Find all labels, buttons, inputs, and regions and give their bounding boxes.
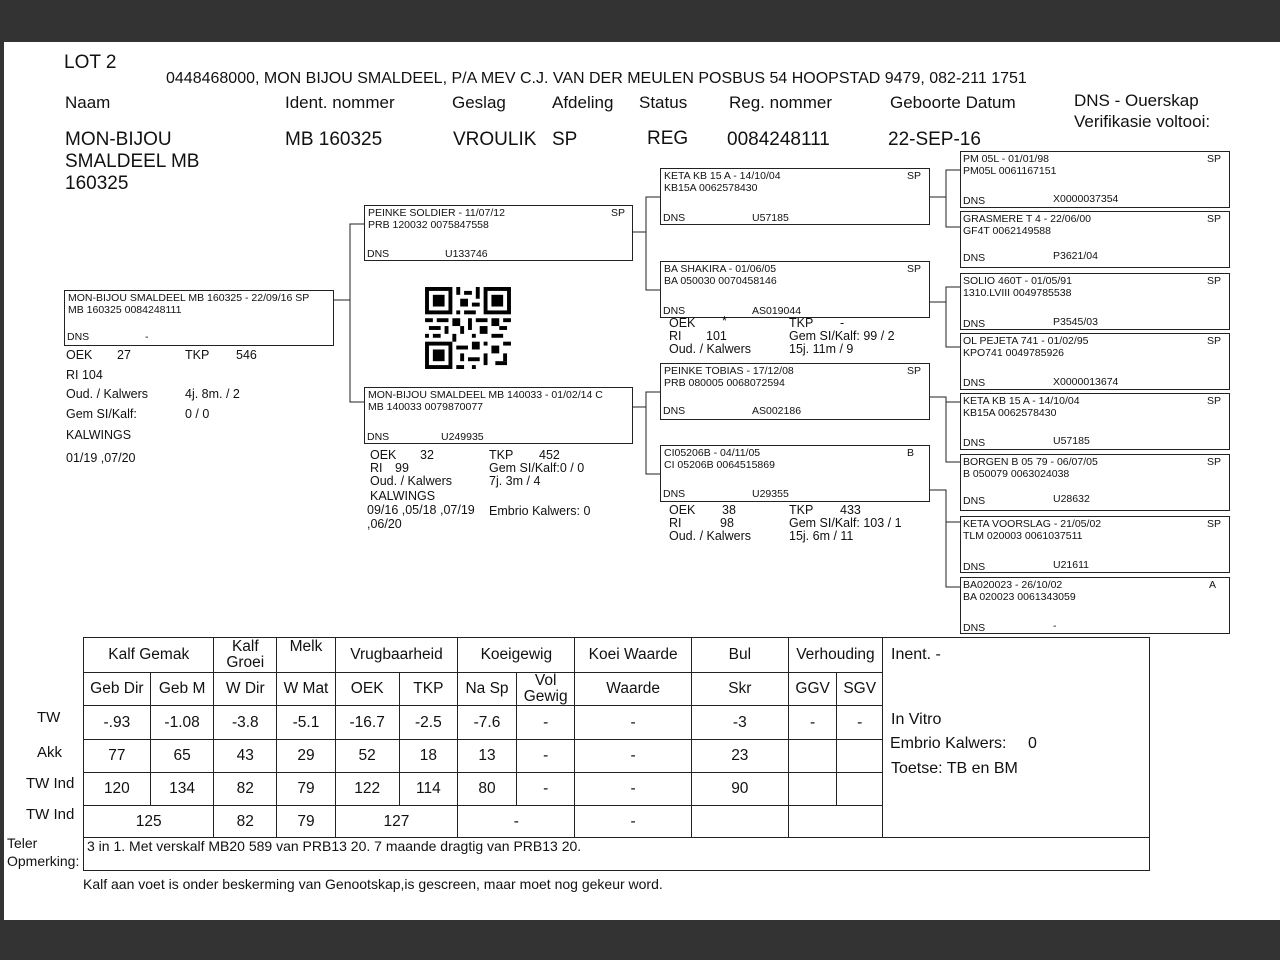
sire-box [364, 205, 633, 261]
afdeling-value: SP [552, 129, 578, 150]
ggp-dns-value: U28632 [1053, 493, 1090, 505]
col-geboorte: Geboorte Datum [890, 93, 1016, 112]
table-cell: -3.8 [214, 706, 277, 740]
grandparent-box-3 [660, 363, 930, 420]
naam-line-3: 160325 [65, 173, 129, 194]
sire-id: PRB 120032 0075847558 [368, 219, 489, 231]
ggp-title: OL PEJETA 741 - 01/02/95 [963, 335, 1089, 347]
breeding-values-table [83, 637, 883, 839]
ggp-tag: SP [1207, 153, 1222, 165]
table-cell: - [458, 806, 575, 839]
ggp-dns: DNS [963, 495, 986, 507]
table-cell: - [516, 773, 575, 806]
table-cell: 90 [691, 773, 788, 806]
ggp-id: PM05L 0061167151 [963, 165, 1057, 177]
row-label-tw-ind: TW Ind [26, 775, 75, 792]
ggp-dns: DNS [963, 561, 986, 573]
gp4-tkp: 433 [840, 503, 861, 517]
animal-tkp: 546 [236, 348, 257, 362]
dam-kalwings-dates-2: ,06/20 [367, 517, 402, 531]
remarks-label-2: Opmerking: [7, 853, 80, 869]
side-info-box [882, 637, 1150, 838]
table-sub-row [84, 673, 883, 706]
gp4-tkp-label: TKP [789, 503, 814, 517]
table-cell: 80 [458, 773, 517, 806]
gp-tag: B [907, 447, 915, 459]
gp4-oek: 38 [722, 503, 736, 517]
table-cell [691, 806, 788, 839]
embrio-value: 0 [1028, 735, 1037, 752]
group-header: Koei Waarde [575, 638, 691, 673]
sub-header: Skr [691, 673, 788, 706]
inent: Inent. - [891, 646, 941, 663]
gp2-oek-label: OEK [669, 316, 696, 330]
dam-embrio: Embrio Kalwers: 0 [489, 504, 591, 518]
animal-dns-value: - [145, 331, 149, 343]
gp-id: KB15A 0062578430 [664, 182, 758, 194]
gp2-oud-label: Oud. / Kalwers [669, 342, 751, 356]
great-grandparent-box-2 [960, 211, 1230, 268]
ggp-tag: SP [1207, 518, 1222, 530]
ggp-dns-value: P3621/04 [1053, 250, 1098, 262]
naam-line-2: SMALDEEL MB [65, 151, 200, 172]
gp-id: BA 050030 0070458146 [664, 275, 777, 287]
dam-oud: 7j. 3m / 4 [489, 474, 541, 488]
animal-oek: 27 [117, 348, 131, 362]
table-cell [788, 806, 882, 839]
row-label-tw: TW [37, 709, 61, 726]
sub-header: OEK [335, 673, 399, 706]
remarks-box [83, 837, 1150, 871]
embrio-label: Embrio Kalwers: [890, 735, 1007, 752]
ggp-id: BA 020023 0061343059 [963, 591, 1076, 603]
animal-kalwings: KALWINGS [66, 428, 132, 442]
sub-header: Waarde [575, 673, 691, 706]
sub-header: Na Sp [458, 673, 517, 706]
table-cell: 82 [214, 806, 277, 839]
table-cell: - [516, 706, 575, 740]
gp4-oek-label: OEK [669, 503, 696, 517]
gp-tag: SP [907, 263, 922, 275]
dam-kalwings-dates-1: 09/16 ,05/18 ,07/19 [367, 503, 475, 517]
dam-kalwings: KALWINGS [370, 489, 436, 503]
dam-oek-label: OEK [370, 448, 397, 462]
table-cell: 65 [150, 740, 214, 773]
dam-ri-label: RI [370, 461, 383, 475]
table-row-tw [84, 706, 883, 740]
remarks-label-1: Teler [7, 835, 38, 851]
dam-box [364, 387, 633, 444]
table-cell: - [837, 706, 883, 740]
col-afdeling: Afdeling [552, 93, 614, 112]
ggp-title: PM 05L - 01/01/98 [963, 153, 1049, 165]
animal-ri: RI 104 [66, 368, 103, 382]
gp-title: KETA KB 15 A - 14/10/04 [664, 170, 781, 182]
ggp-tag: SP [1207, 395, 1222, 407]
ggp-dns: DNS [963, 318, 986, 330]
table-row-tw-ind [84, 773, 883, 806]
table-cell: -5.1 [277, 706, 336, 740]
table-cell: -16.7 [335, 706, 399, 740]
gp2-gem: Gem SI/Kalf: 99 / 2 [789, 329, 895, 343]
great-grandparent-box-7 [960, 516, 1230, 573]
table-cell: 29 [277, 740, 336, 773]
gp-title: CI05206B - 04/11/05 [664, 447, 761, 459]
sub-header: GGV [788, 673, 837, 706]
col-dns-2: Verifikasie voltooi: [1074, 112, 1211, 131]
qr-code-icon [424, 287, 512, 369]
sub-header: Vol Gewig [516, 673, 575, 706]
sire-title: PEINKE SOLDIER - 11/07/12 [368, 207, 505, 219]
ggp-id: TLM 020003 0061037511 [963, 530, 1083, 542]
animal-dns: DNS [67, 331, 90, 343]
grandparent-box-4 [660, 445, 930, 502]
table-cell: -2.5 [399, 706, 458, 740]
group-header: Kalf Groei [214, 638, 277, 673]
gp-title: PEINKE TOBIAS - 17/12/08 [664, 365, 794, 377]
col-ident: Ident. nommer [285, 93, 395, 112]
gp4-ri: 98 [720, 516, 734, 530]
animal-oud-label: Oud. / Kalwers [66, 387, 148, 401]
dam-dns-value: U249935 [441, 431, 484, 443]
remarks-text: 3 in 1. Met verskalf MB20 589 van PRB13 20. 7 maande dragtig van PRB13 20. [87, 838, 582, 854]
table-cell: -.93 [84, 706, 151, 740]
toetse: Toetse: TB en BM [891, 760, 1018, 777]
ggp-tag: SP [1207, 275, 1222, 287]
geslag-value: VROULIK [453, 129, 537, 150]
ggp-dns: DNS [963, 622, 986, 634]
gp4-ri-label: RI [669, 516, 682, 530]
gp-tag: SP [907, 170, 922, 182]
animal-title: MON-BIJOU SMALDEEL MB 160325 - 22/09/16 SP [68, 292, 310, 304]
lot-number: LOT 2 [64, 52, 117, 73]
table-cell: 18 [399, 740, 458, 773]
table-cell: - [575, 706, 691, 740]
table-cell: - [788, 706, 837, 740]
gp2-oud: 15j. 11m / 9 [789, 342, 854, 356]
animal-box [64, 290, 334, 346]
group-header: Vrugbaarheid [335, 638, 457, 673]
great-grandparent-box-6 [960, 454, 1230, 511]
gp-dns: DNS [663, 212, 686, 224]
great-grandparent-box-4 [960, 333, 1230, 390]
footer-note: Kalf aan voet is onder beskerming van Genootskap,is gescreen, maar moet nog gekeur word. [83, 876, 663, 892]
col-geslag: Geslag [452, 93, 506, 112]
great-grandparent-box-3 [960, 273, 1230, 330]
ggp-title: BORGEN B 05 79 - 06/07/05 [963, 456, 1098, 468]
ggp-dns-value: U57185 [1053, 435, 1090, 447]
ggp-id: KB15A 0062578430 [963, 407, 1057, 419]
table-cell: 122 [335, 773, 399, 806]
sub-header: Geb M [150, 673, 214, 706]
gp-tag: SP [907, 365, 922, 377]
sub-header: W Mat [277, 673, 336, 706]
animal-tkp-label: TKP [185, 348, 210, 362]
table-cell: - [575, 740, 691, 773]
gp-dns-value: U29355 [752, 488, 789, 500]
dam-tkp: 452 [539, 448, 560, 462]
status-value: REG [647, 128, 689, 149]
ggp-id: KPO741 0049785926 [963, 347, 1065, 359]
table-cell: 120 [84, 773, 151, 806]
table-cell [788, 773, 837, 806]
sub-header: Geb Dir [84, 673, 151, 706]
col-naam: Naam [65, 93, 111, 112]
table-cell: 125 [84, 806, 214, 839]
ggp-dns: DNS [963, 195, 986, 207]
geboorte-value: 22-SEP-16 [888, 129, 981, 150]
animal-oek-label: OEK [66, 348, 93, 362]
table-cell: 114 [399, 773, 458, 806]
ggp-title: BA020023 - 26/10/02 [963, 579, 1063, 591]
gp-id: PRB 080005 0068072594 [664, 377, 785, 389]
dam-title: MON-BIJOU SMALDEEL MB 140033 - 01/02/14 C [368, 389, 603, 401]
sub-header: W Dir [214, 673, 277, 706]
great-grandparent-box-8 [960, 577, 1230, 634]
table-cell: 134 [150, 773, 214, 806]
table-cell: 77 [84, 740, 151, 773]
table-cell [788, 740, 837, 773]
gp-dns-value: AS019044 [752, 305, 802, 317]
reg-value: 0084248111 [727, 129, 830, 150]
table-cell [837, 740, 883, 773]
table-cell [837, 773, 883, 806]
gp-id: CI 05206B 0064515869 [664, 459, 775, 471]
table-row-akk [84, 740, 883, 773]
ggp-title: KETA KB 15 A - 14/10/04 [963, 395, 1080, 407]
animal-id: MB 160325 0084248111 [68, 304, 182, 316]
ggp-id: 1310.LVIII 0049785538 [963, 287, 1072, 299]
dam-tkp-label: TKP [489, 448, 514, 462]
gp-dns: DNS [663, 405, 686, 417]
table-group-row [84, 638, 883, 673]
dam-ri: 99 [395, 461, 409, 475]
ggp-title: KETA VOORSLAG - 21/05/02 [963, 518, 1102, 530]
ggp-dns-value: X0000037354 [1053, 193, 1119, 205]
animal-gem-label: Gem SI/Kalf: [66, 407, 137, 421]
table-cell: - [575, 773, 691, 806]
ggp-title: GRASMERE T 4 - 22/06/00 [963, 213, 1092, 225]
gp2-ri: 101 [706, 329, 727, 343]
ggp-title: SOLIO 460T - 01/05/91 [963, 275, 1072, 287]
table-cell: 127 [335, 806, 457, 839]
table-cell: 79 [277, 806, 336, 839]
table-cell: - [575, 806, 691, 839]
ggp-id: B 050079 0063024038 [963, 468, 1070, 480]
in-vitro: In Vitro [891, 711, 942, 728]
group-header: Melk [277, 638, 336, 673]
ggp-tag: A [1209, 579, 1217, 591]
ggp-dns: DNS [963, 437, 986, 449]
row-label-tw-ind-2: TW Ind [26, 806, 75, 823]
sire-tag: SP [611, 207, 626, 219]
gp2-tkp-label: TKP [789, 316, 814, 330]
dam-dns: DNS [367, 431, 390, 443]
ggp-dns-value: - [1053, 620, 1057, 632]
table-cell: -1.08 [150, 706, 214, 740]
sire-dns-value: U133746 [445, 248, 488, 260]
grandparent-box-2 [660, 261, 930, 318]
animal-gem: 0 / 0 [185, 407, 210, 421]
ggp-dns-value: X0000013674 [1053, 376, 1119, 388]
dam-id: MB 140033 0079870077 [368, 401, 484, 413]
table-cell: - [516, 740, 575, 773]
table-cell: 43 [214, 740, 277, 773]
ggp-dns: DNS [963, 252, 986, 264]
ggp-dns-value: P3545/03 [1053, 316, 1098, 328]
dam-gem: Gem SI/Kalf:0 / 0 [489, 461, 585, 475]
dam-oud-label: Oud. / Kalwers [370, 474, 452, 488]
sub-header: SGV [837, 673, 883, 706]
gp4-oud: 15j. 6m / 11 [789, 529, 854, 543]
gp4-gem: Gem SI/Kalf: 103 / 1 [789, 516, 902, 530]
sub-header: TKP [399, 673, 458, 706]
gp-dns: DNS [663, 488, 686, 500]
gp2-tkp: - [840, 316, 845, 330]
gp-dns-value: AS002186 [752, 405, 802, 417]
table-cell: 23 [691, 740, 788, 773]
group-header: Verhouding [788, 638, 882, 673]
gp2-ri-label: RI [669, 329, 682, 343]
col-dns-1: DNS - Ouerskap [1074, 91, 1199, 110]
table-cell: 13 [458, 740, 517, 773]
gp4-oud-label: Oud. / Kalwers [669, 529, 751, 543]
group-header: Kalf Gemak [84, 638, 214, 673]
col-reg: Reg. nommer [729, 93, 832, 112]
gp-dns: DNS [663, 305, 686, 317]
grandparent-box-1 [660, 168, 930, 225]
great-grandparent-box-1 [960, 151, 1230, 208]
table-cell: 52 [335, 740, 399, 773]
gp2-oek: * [722, 314, 727, 328]
ident-value: MB 160325 [285, 129, 383, 150]
animal-oud: 4j. 8m. / 2 [185, 387, 240, 401]
owner-line: 0448468000, MON BIJOU SMALDEEL, P/A MEV C.J. VAN DER MEULEN POSBUS 54 HOOPSTAD 9479, 082-211 1751 [166, 70, 1027, 87]
dam-oek: 32 [420, 448, 434, 462]
group-header: Bul [691, 638, 788, 673]
row-label-akk: Akk [37, 744, 63, 761]
ggp-id: GF4T 0062149588 [963, 225, 1051, 237]
ggp-tag: SP [1207, 335, 1222, 347]
great-grandparent-box-5 [960, 393, 1230, 450]
sire-dns: DNS [367, 248, 390, 260]
col-status: Status [639, 93, 688, 112]
ggp-tag: SP [1207, 213, 1222, 225]
ggp-tag: SP [1207, 456, 1222, 468]
gp-title: BA SHAKIRA - 01/06/05 [664, 263, 777, 275]
gp-dns-value: U57185 [752, 212, 789, 224]
animal-kalwings-dates: 01/19 ,07/20 [66, 451, 136, 465]
table-cell: -3 [691, 706, 788, 740]
table-cell: 79 [277, 773, 336, 806]
ggp-dns-value: U21611 [1053, 559, 1090, 571]
table-cell: 82 [214, 773, 277, 806]
table-row-tw-ind-2 [84, 806, 883, 839]
table-cell: -7.6 [458, 706, 517, 740]
group-header: Koeigewig [458, 638, 575, 673]
pedigree-page [4, 42, 1280, 920]
ggp-dns: DNS [963, 377, 986, 389]
naam-line-1: MON-BIJOU [65, 129, 172, 150]
